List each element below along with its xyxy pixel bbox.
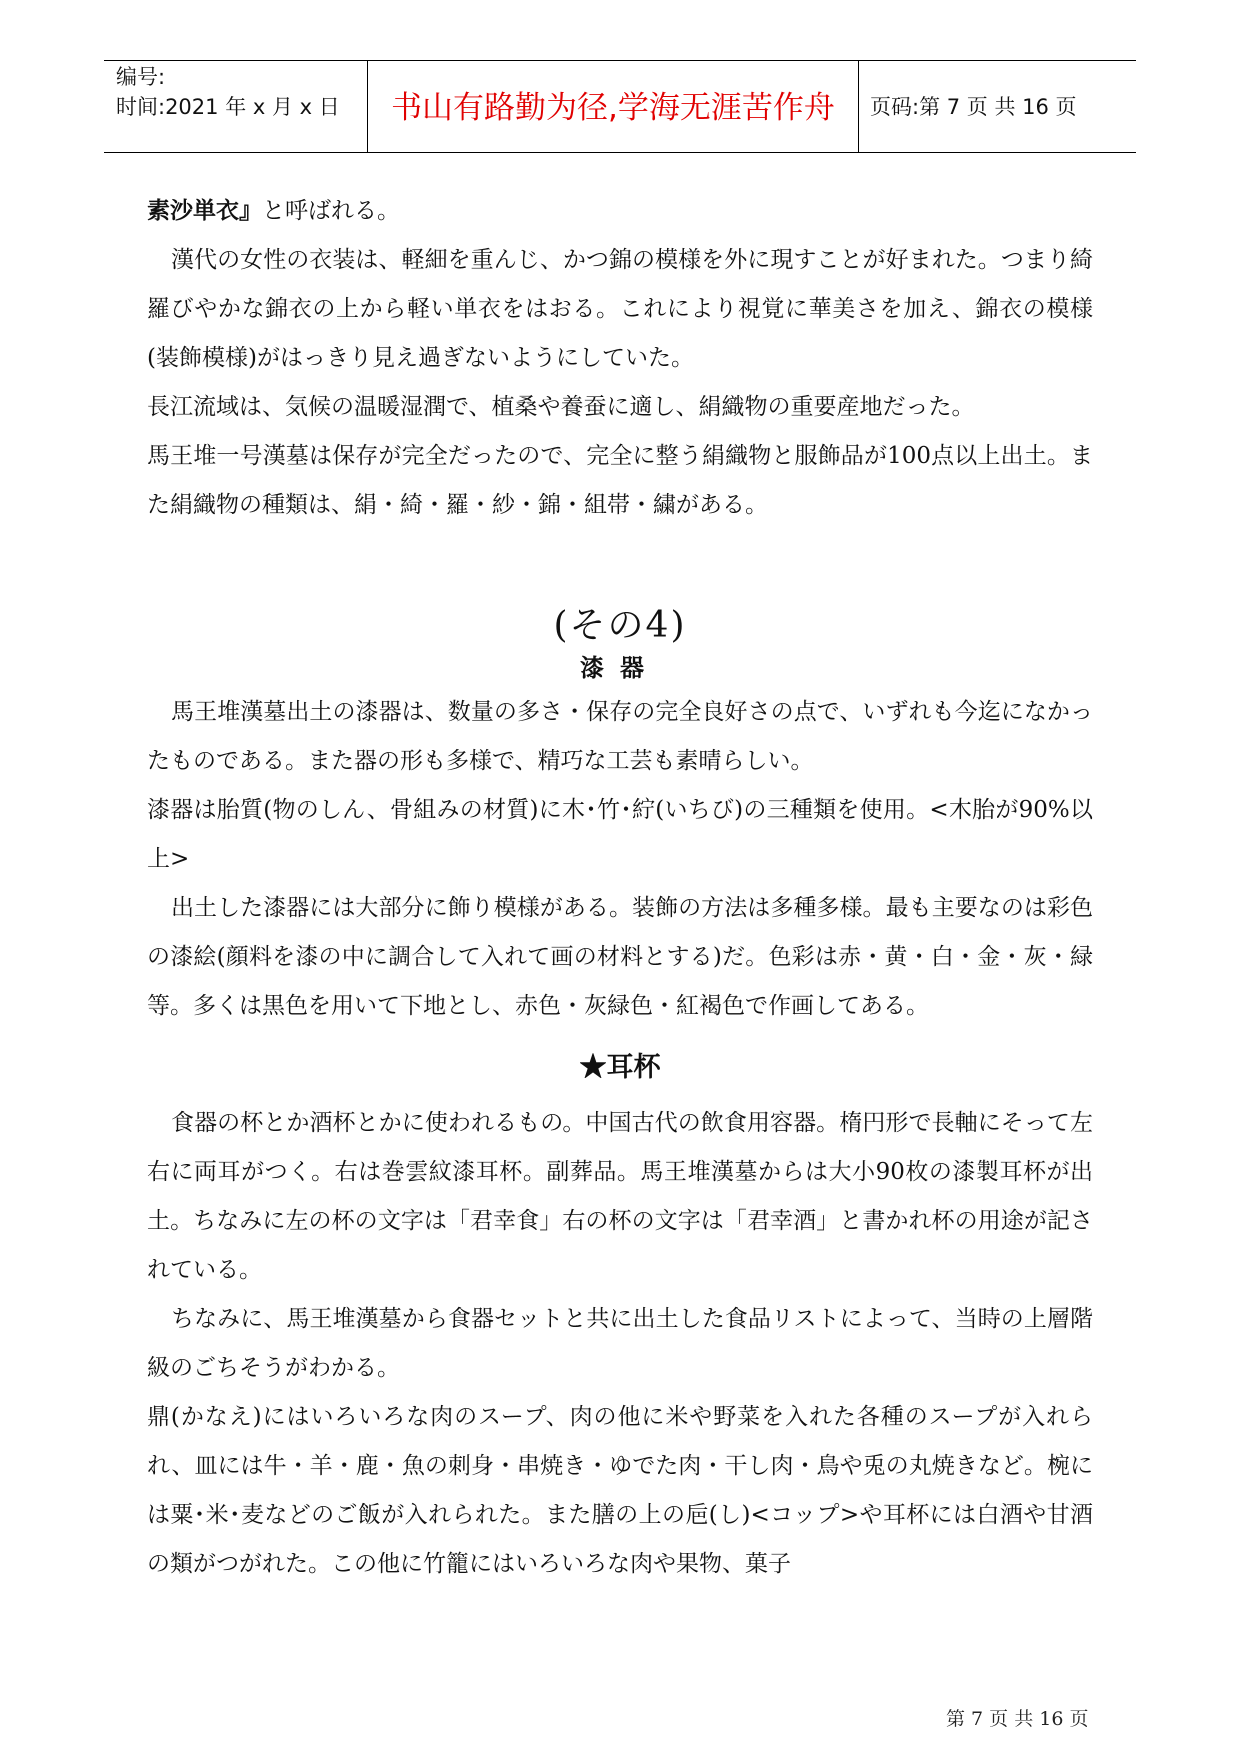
footer-page-number: 第 7 页 共 16 页 bbox=[946, 1708, 1089, 1730]
paragraph: 長江流域は、気候の温暖湿潤で、植桑や養蚕に適し、絹織物の重要産地だった。 bbox=[147, 394, 975, 420]
paragraph: 食器の杯とか酒杯とかに使われるもの。中国古代の飲食用容器。楕円形で長軸にそって左右に両耳がつく。右は巻雲紋漆耳杯。副葬品。馬王堆漢墓からは大小90枚の漆製耳杯が出土。ちなみに左の杯の文字は「君幸食」右の杯の文字は「君幸酒」と書かれ杯の用途が記されている。 bbox=[147, 1110, 1094, 1283]
paragraph: 出土した漆器には大部分に飾り模様がある。装飾の方法は多種多様。最も主要なのは彩色の漆絵(顔料を漆の中に調合して入れて画の材料とする)だ。色彩は赤・黄・白・金・灰・緑等。多くは黒色を用いて下地とし、赤色・灰緑色・紅褐色で作画してある。 bbox=[147, 895, 1093, 1019]
document-number: 编号: bbox=[116, 65, 166, 89]
section-title: (その4) bbox=[553, 605, 687, 646]
spacer bbox=[147, 530, 1093, 580]
header-bottom-rule bbox=[104, 152, 1136, 153]
document-body bbox=[147, 186, 1093, 1589]
paragraph bbox=[147, 186, 1093, 236]
header-divider-right bbox=[858, 60, 859, 152]
header-page-number: 页码:第 7 页 共 16 页 bbox=[870, 95, 1077, 119]
subsection-title: ★耳杯 bbox=[579, 1052, 661, 1083]
paragraph: ちなみに、馬王堆漢墓から食器セットと共に出土した食品リストによって、当時の上層階級のごちそうがわかる。 bbox=[147, 1306, 1093, 1381]
header-meta bbox=[116, 62, 366, 122]
bold-term: 素沙単衣』 bbox=[147, 197, 262, 224]
paragraph: 馬王堆一号漢墓は保存が完全だったので、完全に整う絹織物と服飾品が100点以上出土。また絹織物の種類は、絹・綺・羅・紗・錦・組帯・繍がある。 bbox=[147, 443, 1093, 518]
paragraph: 漢代の女性の衣装は、軽細を重んじ、かつ錦の模様を外に現すことが好まれた。つまり綺羅びやかな錦衣の上から軽い単衣をはおる。これにより視覚に華美さを加え、錦衣の模様(装飾模様)がはっきり見え過ぎないようにしていた。 bbox=[147, 247, 1093, 371]
header-divider-left bbox=[367, 60, 368, 152]
document-time: 时间:2021 年 x 月 x 日 bbox=[116, 95, 340, 119]
paragraph: 漆器は胎質(物のしん、骨組みの材質)に木･竹･紵(いちび)の三種類を使用。<木胎が90%以上> bbox=[147, 797, 1093, 872]
header-motto: 书山有路勤为径,学海无涯苦作舟 bbox=[391, 90, 835, 126]
section-subtitle: 漆器 bbox=[580, 653, 660, 682]
header-top-rule bbox=[104, 60, 1136, 61]
paragraph: 馬王堆漢墓出土の漆器は、数量の多さ・保存の完全良好さの点で、いずれも今迄になかったものである。また器の形も多様で、精巧な工芸も素晴らしい。 bbox=[147, 699, 1093, 774]
paragraph: 鼎(かなえ)にはいろいろな肉のスープ、肉の他に米や野菜を入れた各種のスープが入れられ、皿には牛・羊・鹿・魚の刺身・串焼き・ゆでた肉・干し肉・鳥や兎の丸焼きなど。椀には粟･米･麦などのご飯が入れられた。また膳の上の巵(し)<コップ>や耳杯には白酒や甘酒の類がつがれた。この他に竹籠にはいろいろな肉や果物、菓子 bbox=[147, 1404, 1093, 1577]
paragraph-text: と呼ばれる。 bbox=[262, 198, 400, 224]
